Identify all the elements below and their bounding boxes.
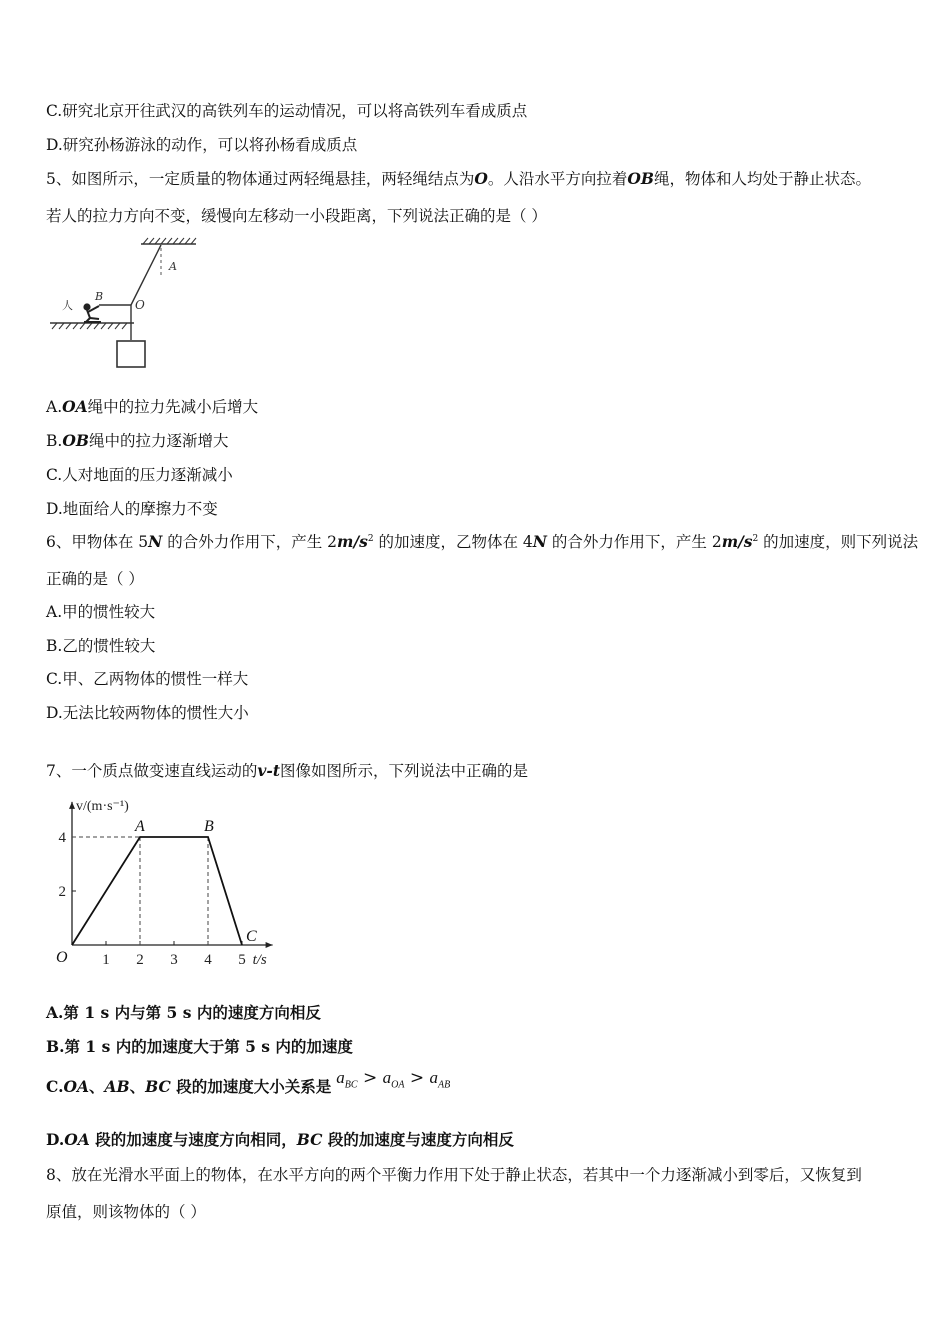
point-label-a: A (135, 818, 145, 835)
q5-option-d: D.地面给人的摩擦力不变 (46, 500, 218, 518)
q6-option-b: B.乙的惯性较大 (46, 637, 156, 655)
q6-option-a: A.甲的惯性较大 (46, 603, 156, 621)
y-tick-label: 4 (58, 830, 66, 846)
q7-option-b: B.第 1 s 内的加速度大于第 5 s 内的加速度 (46, 1037, 353, 1056)
q7-vt-chart (44, 790, 294, 975)
q7-stem: 7、一个质点做变速直线运动的v-t图像如图所示，下列说法中正确的是 (46, 761, 528, 780)
q6-stem-line1: 6、甲物体在 5N 的合外力作用下，产生 $2m/s^2$ 的加速度，乙物体在 4N 的合外力作用下，产生 $2m/s^2$ 的加速度，则下列说法 (46, 532, 919, 551)
x-tick-label: 1 (102, 952, 110, 968)
q4-option-c: C.研究北京开往武汉的高铁列车的运动情况，可以将高铁列车看成质点 (46, 102, 528, 120)
label-o: O (135, 298, 145, 312)
q5-option-a: A.OA绳中的拉力先减小后增大 (46, 397, 259, 416)
q5-hanging-mass-figure (44, 236, 214, 376)
y-tick-label: 2 (58, 884, 66, 900)
q5-option-b: B.OB绳中的拉力逐渐增大 (46, 431, 229, 450)
q5-stem-line1: 5、如图所示，一定质量的物体通过两轻绳悬挂，两轻绳结点为O。人沿水平方向拉着OB绳，物体和人均处于静止状态。 (46, 169, 872, 188)
velocity-line (72, 837, 242, 945)
x-axis-label: t/s (252, 952, 267, 968)
label-a: A (169, 260, 177, 273)
x-tick-label: 2 (136, 952, 144, 968)
y-axis-arrow (69, 802, 75, 809)
q7-option-a: A.第 1 s 内与第 5 s 内的速度方向相反 (46, 1003, 321, 1022)
point-label-c: C (246, 928, 257, 945)
label-person: 人 (62, 299, 73, 312)
q7-option-d: D.OA 段的加速度与速度方向相同，BC 段的加速度与速度方向相反 (46, 1130, 514, 1149)
q8-stem-line2: 原值，则该物体的（ ） (46, 1203, 206, 1221)
label-b: B (95, 290, 104, 303)
x-tick-label: 5 (238, 952, 246, 968)
q6-option-d: D.无法比较两物体的惯性大小 (46, 704, 249, 722)
acceleration-inequality: $a_{BC} > a_{OA} > a_{AB}$ (336, 1068, 451, 1091)
point-label-o: O (56, 949, 68, 966)
q4-option-d: D.研究孙杨游泳的动作，可以将孙杨看成质点 (46, 136, 358, 154)
x-tick-label: 3 (170, 952, 178, 968)
q7-option-c: C.OA、AB、BC 段的加速度大小关系是 $a_{BC} > a_{OA} > a_{AB}$ (46, 1068, 451, 1096)
q5-option-c: C.人对地面的压力逐渐减小 (46, 466, 233, 484)
q8-stem-line1: 8、放在光滑水平面上的物体，在水平方向的两个平衡力作用下处于静止状态，若其中一个力逐渐减小到零后，又恢复到 (46, 1166, 862, 1184)
q6-option-c: C.甲、乙两物体的惯性一样大 (46, 670, 249, 688)
person-icon (84, 304, 101, 322)
y-axis-label: v/(m·s⁻¹) (76, 798, 129, 814)
q5-stem-line2: 若人的拉力方向不变，缓慢向左移动一小段距离，下列说法正确的是（ ） (46, 207, 547, 225)
point-label-b: B (204, 818, 214, 835)
q6-stem-line2: 正确的是（ ） (46, 570, 144, 588)
x-tick-label: 4 (204, 952, 212, 968)
x-axis-arrow (266, 942, 273, 948)
